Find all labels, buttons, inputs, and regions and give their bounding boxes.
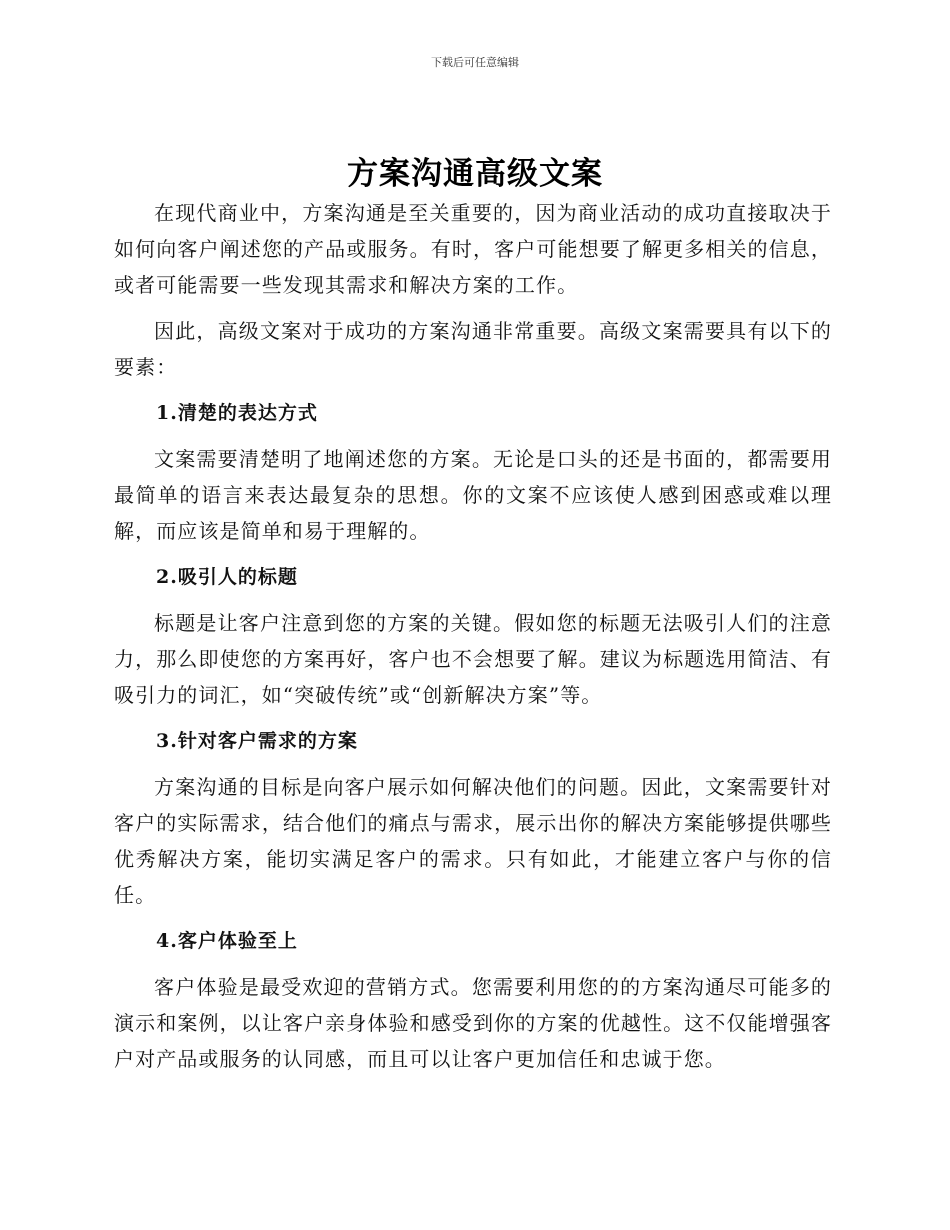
- section-paragraph: 客户体验是最受欢迎的营销方式。您需要利用您的的方案沟通尽可能多的演示和案例，以让客户亲身体验和感受到你的方案的优越性。这不仅能增强客户对产品或服务的认同感，而且可以让客户更加信任和忠诚于您。: [114, 975, 832, 1071]
- section-heading: 4.客户体验至上: [156, 930, 298, 952]
- header-note: 下载后可任意编辑: [431, 56, 519, 69]
- section-heading: 3.针对客户需求的方案: [156, 730, 358, 752]
- section-heading: 1.清楚的表达方式: [156, 402, 318, 424]
- section-heading: 2.吸引人的标题: [156, 566, 298, 588]
- section-paragraph: 文案需要清楚明了地阐述您的方案。无论是口头的还是书面的，都需要用最简单的语言来表达最复杂的思想。你的文案不应该使人感到困惑或难以理解，而应该是简单和易于理解的。: [114, 447, 832, 543]
- section-paragraph: 标题是让客户注意到您的方案的关键。假如您的标题无法吸引人们的注意力，那么即使您的方案再好，客户也不会想要了解。建议为标题选用简洁、有吸引力的词汇，如“突破传统”或“创新解决方案”等。: [114, 611, 832, 707]
- section-paragraph: 方案沟通的目标是向客户展示如何解决他们的问题。因此，文案需要针对客户的实际需求，结合他们的痛点与需求，展示出你的解决方案能够提供哪些优秀解决方案，能切实满足客户的需求。只有如此，才能建立客户与你的信任。: [114, 775, 832, 907]
- intro-paragraph: 在现代商业中，方案沟通是至关重要的，因为商业活动的成功直接取决于如何向客户阐述您的产品或服务。有时，客户可能想要了解更多相关的信息，或者可能需要一些发现其需求和解决方案的工作。: [114, 201, 832, 297]
- document-body: [114, 195, 832, 1087]
- intro-paragraph: 因此，高级文案对于成功的方案沟通非常重要。高级文案需要具有以下的要素：: [114, 319, 832, 379]
- document-title: 方案沟通高级文案: [347, 156, 603, 192]
